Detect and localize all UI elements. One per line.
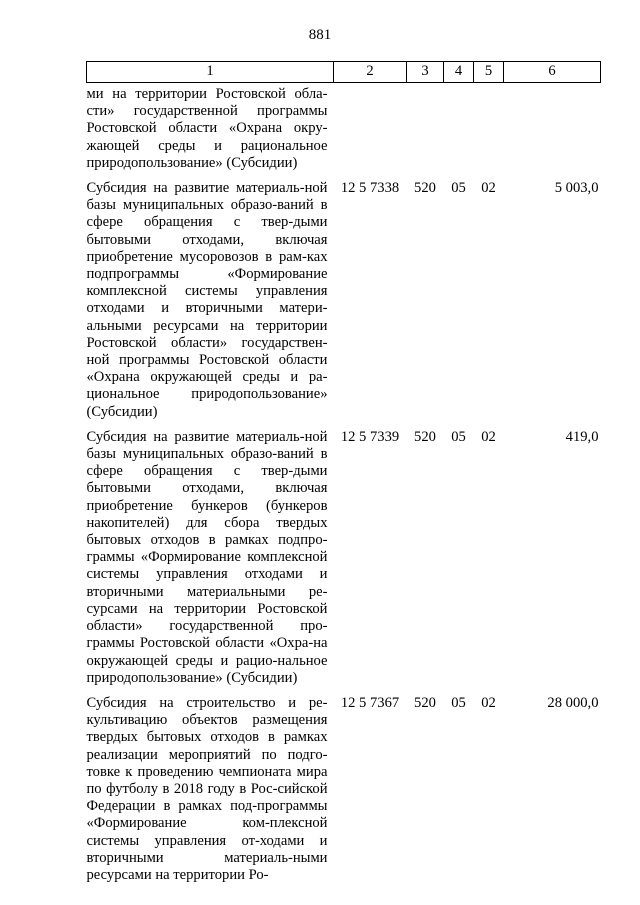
row-amount: 5 003,0 (554, 180, 599, 197)
row-subsection: 02 (481, 180, 496, 197)
row-code: 12 5 7339 (340, 428, 400, 445)
budget-table (86, 61, 601, 892)
row-section (444, 83, 474, 181)
table-row (87, 429, 601, 695)
row-section: 05 (451, 428, 466, 445)
page-number: 881 (308, 27, 332, 43)
row-code: 12 5 7338 (340, 180, 400, 197)
column-header-6: 6 (504, 62, 601, 83)
row-section: 05 (451, 694, 466, 711)
row-amount: 28 000,0 (547, 694, 599, 711)
table-row (87, 83, 601, 181)
row-code (334, 83, 407, 181)
row-subsection (474, 83, 504, 181)
column-header-3: 3 (407, 62, 444, 83)
table-row (87, 695, 601, 892)
column-header-4: 4 (444, 62, 474, 83)
row-description: ми на территории Ростовской обла-сти» государственной программы Ростовской области «Охрана окру-жающей среды и рациональное природопользование» (Субсидии) (86, 86, 328, 171)
column-header-5: 5 (474, 62, 504, 83)
row-subsection: 02 (481, 428, 496, 445)
column-header-1: 1 (87, 62, 334, 83)
column-header-2: 2 (334, 62, 407, 83)
row-amount (504, 83, 601, 181)
row-amount: 419,0 (565, 428, 599, 445)
row-section: 05 (451, 180, 466, 197)
row-expense-type: 520 (414, 180, 436, 197)
row-description: Субсидия на развитие материаль-ной базы муниципальных образо-ваний в сфере обращения с твер-дыми бытовыми отходами, включая приобретение мусоровозов в рам-ках подпрограммы «Формирование комплексной системы управления отходами и вторичными матери-альными ресурсами на территории Ростовской области» государствен-ной программы Ростовской области «Охрана окружающей среды и ра-циональное природопользование» (Субсидии) (86, 180, 328, 420)
table-header-row (87, 62, 601, 83)
row-description: Субсидия на развитие материаль-ной базы муниципальных образо-ваний в сфере обращения с твер-дыми бытовыми отходами, включая приобретение бункеров (бункеров накопителей) для сбора твердых бытовых отходов в рамках подпро-граммы «Формирование комплексной системы управления отходами и вторичными материальными ре-сурсами на территории Ростовской области» государственной про-граммы Ростовской области «Охра-на окружающей среды и рацио-нальное природопользование» (Субсидии) (86, 428, 328, 686)
row-code: 12 5 7367 (340, 694, 400, 711)
row-expense-type (407, 83, 444, 181)
row-description: Субсидия на строительство и ре-культивацию объектов размещения твердых бытовых отходов в рамках реализации мероприятий по подго-товке к проведению чемпионата мира по футболу в 2018 году в Рос-сийской Федерации в рамках под-программы «Формирование ком-плексной системы управления от-ходами и вторичными материаль-ными ресурсами на территории Ро- (86, 694, 328, 883)
row-subsection: 02 (481, 694, 496, 711)
table-row (87, 180, 601, 429)
row-expense-type: 520 (414, 694, 436, 711)
row-expense-type: 520 (414, 428, 436, 445)
